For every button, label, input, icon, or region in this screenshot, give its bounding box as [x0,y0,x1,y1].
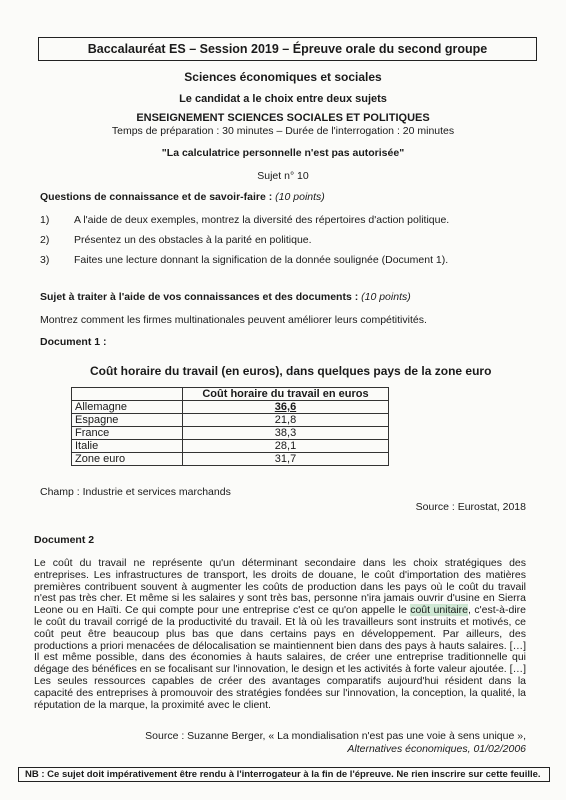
doc2-text-after: , c'est-à-dire le coût du travail corrigé de la productivité du travail. Et là où les travailleurs sont instruits et motivés, ce coût peut être beaucoup plus bas que dans certains pays en développement. Par ailleurs, des productions a priori menacées de délocalisation se maintiennent bien dans des pays à hauts salaires. […] Il est même possible, dans des économies à hauts salaires, de créer une entreprise traditionnelle qui dégage des bénéfices en se focalisant sur l'innovation, le design et les activités à forte valeur ajoutée. […] Les seules ressources capables de créer des avantages comparatifs aujourd'hui résident dans la capacité des entreprises à promouvoir des stratégies fondées sur l'innovation, la conception, la qualité, la réputation de la marque, la proximité avec le client. [34,604,527,711]
question-text: Présentez un des obstacles à la parité en politique. [74,234,312,246]
questions-heading [40,191,325,203]
timing-line: Temps de préparation : 30 minutes – Durée de l'interrogation : 20 minutes [111,125,455,137]
subject-number: Sujet n° 10 [257,170,309,182]
table-header-row [72,388,389,401]
footer-note: NB : Ce sujet doit impérativement être rendu à l'interrogateur à la fin de l'épreuve. Ne rien inscrire sur cette feuille. [18,767,550,782]
exam-header: Baccalauréat ES – Session 2019 – Épreuve orale du second groupe [38,37,537,61]
empty-header-cell [72,388,183,401]
question-number: 1) [40,214,50,226]
value-cell: 28,1 [183,440,389,453]
question-number: 2) [40,234,50,246]
questions-points: (10 points) [275,191,325,203]
question-item [40,234,544,246]
table-row [72,427,389,440]
doc2-label: Document 2 [34,534,95,546]
choice-line: Le candidat a le choix entre deux sujets [179,93,387,105]
value-cell: 38,3 [183,427,389,440]
doc2-text-before: Le coût du travail ne représente qu'un déterminant secondaire dans les choix stratégiques des entreprises. Les infrastructures de transport, les droits de douane, le coût d'importation des matières premières contribuent souvent à augmenter les coûts de production dans les pays où le coût du travail n'est pas très cher. Et même si les salaires y sont très bas, personne n'ira jamais ouvrir d'usine en Sierra Leone ou en Haïti. Ce qui compte pour une entreprise c'est ce qu'on appelle le [34,557,526,617]
column-header: Coût horaire du travail en euros [183,388,389,401]
essay-heading [40,291,411,303]
country-cell: Zone euro [72,453,183,466]
highlighted-term: coût unitaire [410,604,468,617]
questions-heading-text: Questions de connaissance et de savoir-faire : [40,191,273,203]
subject-area: Sciences économiques et sociales [184,70,382,84]
teaching-title: ENSEIGNEMENT SCIENCES SOCIALES ET POLITIQUES [136,112,430,124]
table-row [72,414,389,427]
doc2-source-line1: Source : Suzanne Berger, « La mondialisation n'est pas une voie à sens unique », [145,730,526,742]
essay-heading-text: Sujet à traiter à l'aide de vos connaissances et des documents : [40,291,359,303]
question-item [40,254,544,266]
value-cell: 31,7 [183,453,389,466]
question-text: Faites une lecture donnant la signification de la donnée soulignée (Document 1). [74,254,449,266]
underlined-value: 36,6 [274,401,297,413]
essay-points: (10 points) [361,291,411,303]
table-row [72,453,389,466]
country-cell: France [72,427,183,440]
country-cell: Allemagne [72,401,183,414]
doc2-source-line2: Alternatives économiques, 01/02/2006 [347,743,526,755]
doc1-source: Source : Eurostat, 2018 [415,501,526,513]
doc2-body [34,558,526,711]
country-cell: Italie [72,440,183,453]
question-text: A l'aide de deux exemples, montrez la diversité des répertoires d'action politique. [74,214,450,226]
essay-prompt: Montrez comment les firmes multinationales peuvent améliorer leurs compétitivités. [40,314,427,326]
question-item [40,214,544,226]
labour-cost-table [71,387,389,466]
value-cell [183,401,389,414]
doc1-scope: Champ : Industrie et services marchands [40,486,231,498]
table-row [72,401,389,414]
doc1-title: Coût horaire du travail (en euros), dans quelques pays de la zone euro [90,364,492,378]
calculator-notice: "La calculatrice personnelle n'est pas autorisée" [161,147,405,159]
table-row [72,440,389,453]
value-cell: 21,8 [183,414,389,427]
doc1-label: Document 1 : [40,336,107,348]
country-cell: Espagne [72,414,183,427]
question-number: 3) [40,254,50,266]
